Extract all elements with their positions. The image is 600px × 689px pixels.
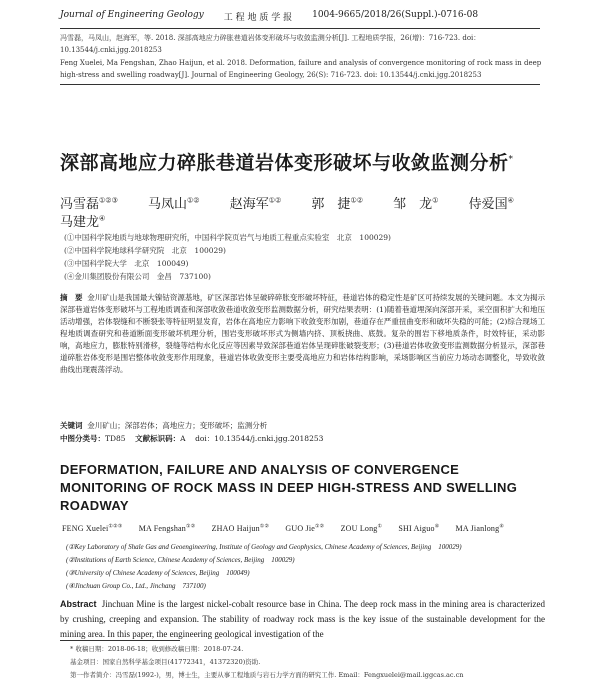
doi-label: doi： bbox=[195, 434, 215, 443]
clc-value: TD85 bbox=[105, 434, 126, 443]
keywords-label: 关键词 bbox=[60, 421, 83, 430]
author-en: SHI Aiguo④ bbox=[398, 523, 440, 533]
affiliation-en: (①Key Laboratory of Shale Gas and Geoengineering, Institute of Geology and Geophysics, Chinese Academy of Sciences, Beijing 100029) bbox=[66, 543, 462, 551]
authors-cn-line1 bbox=[60, 193, 540, 212]
abstract-en-text: Jinchuan Mine is the largest nickel-cobalt resource base in China. The deep rock mass in the mining area is characterized by crushing, creeping and expansion. The stability of roadway rock mass is the key issue of the sustainable development for the mining area. In this paper, the engineering geological investigation of the bbox=[60, 599, 546, 639]
author-en: FENG Xuelei①②③ bbox=[62, 523, 123, 533]
affiliation-cn: (③中国科学院大学 北京 100049) bbox=[64, 259, 189, 268]
journal-name-cn: 工 程 地 质 学 报 bbox=[223, 13, 293, 23]
abstract-cn bbox=[60, 292, 545, 376]
title-cn-text: 深部高地应力碎胀巷道岩体变形破坏与收敛监测分析 bbox=[60, 152, 509, 174]
abstract-cn-text: 金川矿山是我国最大镍钴资源基地，矿区深部岩体呈破碎碎胀变形破坏特征，巷道岩体的稳定性是矿区可持续发展的关键问题。本文为揭示深部巷道岩体变形破坏与工程地质调查和深部收敛巷道收敛变形监测数据分析，研究结果表明：(1)随着巷道埋深向深部开采，采空面积扩大和地压活动增强，岩体裂缝和不断裂张等特征明显发育，岩体在高地应力影响下收敛变形加剧，巷道存在严重扭曲变形和破坏失稳的可能；(2)综合现场工程地质调查研究和巷道断面变形破坏机理分析，围岩变形破坏形式为侧墙内挤、顶板挠曲、底鼓。复杂的围岩下移地质条件，时效特征，采动影响，高地应力，膨胀特别滑移，裂缝等结构水化反应等因素导致深部巷道岩体呈现碎胀破裂变形；(3)巷道岩体收敛变形监测数据分析显示，深部巷道碎胀岩体变形是围岩整体收敛变形作用现象，巷道岩体收敛变形主要受高地应力和岩体结构影响，采场影响区当前应力场动态调整化，导致收敛曲线出现震荡浮动。 bbox=[60, 293, 545, 374]
affiliation-cn: (①中国科学院地质与地球物理研究所，中国科学院页岩气与地质工程重点实验室 北京 100029) bbox=[64, 233, 391, 242]
keywords-cn bbox=[60, 420, 267, 431]
running-header bbox=[60, 10, 540, 23]
affiliation-cn: (④金川集团股份有限公司 金昌 737100) bbox=[64, 272, 211, 281]
footnote: 基金项目：国家自然科学基金项目(41772341，41372320)资助. bbox=[70, 658, 261, 666]
classification-line bbox=[60, 433, 323, 444]
issn: 1004-9665/2018/26(Suppl.)-0716-08 bbox=[312, 10, 479, 20]
clc-label: 中图分类号： bbox=[60, 434, 105, 443]
author-en: MA Fengshan①② bbox=[138, 523, 196, 533]
title-en: DEFORMATION, FAILURE AND ANALYSIS OF CONVERGENCE MONITORING OF ROCK MASS IN DEEP HIGH-STRESS AND SWELLING ROADWAY bbox=[60, 462, 518, 513]
affiliation-cn: (②中国科学院地球科学研究院 北京 100029) bbox=[64, 246, 226, 255]
author-cn: 郭 捷①② bbox=[311, 196, 363, 212]
author-cn: 马凤山①② bbox=[147, 196, 200, 212]
authors-cn-line2 bbox=[60, 211, 131, 230]
author-en: GUO Jie①② bbox=[285, 523, 325, 533]
author-cn: 侍爱国④ bbox=[468, 196, 514, 212]
author-en: ZOU Long① bbox=[340, 523, 383, 533]
author-en: MA Jianlong④ bbox=[455, 523, 504, 533]
doc-label: 文献标识码： bbox=[135, 434, 181, 443]
title-cn-mark: * bbox=[508, 154, 514, 165]
abstract-cn-label: 摘 要 bbox=[60, 293, 83, 302]
affiliation-en: (④Jinchuan Group Co., Ltd., Jinchang 737100) bbox=[66, 582, 206, 590]
header-rule bbox=[60, 28, 540, 29]
affiliation-en: (③University of Chinese Academy of Sciences, Beijing 100049) bbox=[66, 569, 250, 577]
footnote: * 收稿日期：2018-06-18；收到修改稿日期：2018-07-24. bbox=[70, 645, 244, 653]
footnote-rule bbox=[60, 640, 180, 641]
keywords-text: 金川矿山；深部岩体；高地应力；变形破坏；监测分析 bbox=[87, 421, 268, 430]
doi-value: 10.13544/j.cnki.jgg.2018253 bbox=[214, 434, 324, 443]
footnote: 第一作者简介：冯雪磊(1992-)，男，博士生，主要从事工程地质与岩石力学方面的研究工作. Email：Fengxuelei@mail.iggcas.ac.cn bbox=[70, 671, 464, 679]
abstract-en bbox=[60, 597, 545, 642]
author-cn: 马建龙④ bbox=[60, 214, 106, 230]
author-cn: 赵海军①② bbox=[229, 196, 282, 212]
journal-name: Journal of Engineering Geology bbox=[60, 10, 204, 20]
author-cn: 冯雪磊①②③ bbox=[60, 196, 118, 212]
citation-rule bbox=[60, 84, 540, 85]
citation-en: Feng Xuelei, Ma Fengshan, Zhao Haijun, et al. 2018. Deformation, failure and analysis of convergence monitoring of rock mass in deep high-stress and swelling roadway[J]. Journal of Engineering Geology, 26(S): 716-723. doi: 10.13544/j.cnki.jgg.2018253 bbox=[60, 59, 542, 79]
affiliation-en: (②Institutions of Earth Science, Chinese Academy of Sciences, Beijing 100029) bbox=[66, 556, 295, 564]
doc-value: A bbox=[180, 434, 186, 443]
citation-cn: 冯雪磊，马凤山，赵海军，等. 2018. 深部高地应力碎胀巷道岩体变形破坏与收敛监测分析[J]. 工程地质学报，26(增)：716-723. doi：10.13544/j.cnki.jgg.2018253 bbox=[60, 34, 481, 54]
title-cn bbox=[60, 148, 514, 175]
author-en: ZHAO Haijun①② bbox=[211, 523, 270, 533]
authors-en bbox=[62, 523, 518, 533]
author-cn: 邹 龙① bbox=[393, 196, 439, 212]
abstract-en-label: Abstract bbox=[60, 599, 97, 609]
